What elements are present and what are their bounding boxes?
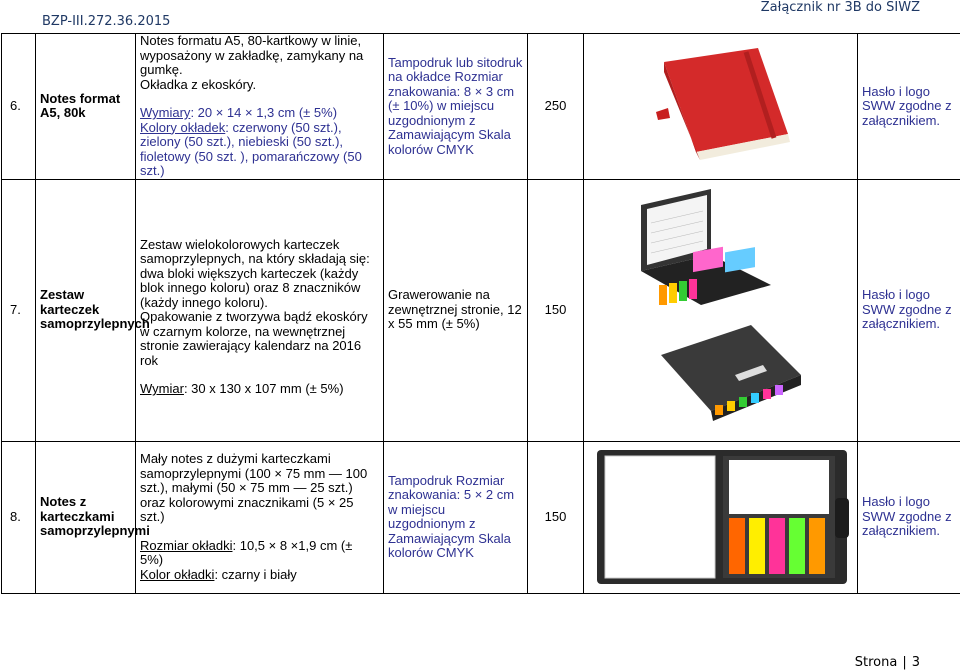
colors-value: : czerwony (50 szt.), zielony (50 szt.), niebieski (50 szt.), fioletowy (50 szt. ), pomarańczowy (50 szt.) [140,119,362,178]
description-dimensions [140,539,379,568]
table-row [2,441,960,593]
product-table [1,33,960,594]
page-label: Strona [854,655,898,670]
row-number: 8. [2,441,36,593]
description-main: Zestaw wielokolorowych karteczek samoprzylepnych, na który składają się: dwa bloki większych karteczek (każdy blok innego koloru) oraz 8 znaczników (każdy innego koloru). [140,236,370,310]
dimensions-label: Wymiary [140,105,191,120]
product-description [136,179,384,441]
marking-method: Grawerowanie na zewnętrznej stronie, 12 x 55 mm (± 5%) [384,179,528,441]
quantity: 150 [528,441,584,593]
dimensions-value: : 20 × 14 × 1,3 cm (± 5%) [190,105,338,120]
description-dimensions [140,106,379,121]
open-notebook-icon [591,446,851,588]
description-dimensions [140,382,379,397]
marking-method: Tampodruk lub sitodruk na okładce Rozmiar znakowania: 8 × 3 cm (± 10%) w miejscu uzgodnionym z Zamawiającym Skala kolorów CMYK [384,34,528,180]
color-label: Kolor okładki [140,566,215,582]
document-reference: BZP-III.272.36.2015 [42,14,171,29]
branding-note: Hasło i logo SWW zgodne z załącznikiem. [858,441,960,593]
row-number: 7. [2,179,36,441]
product-description [136,441,384,593]
dimensions-label: Rozmiar okładki [140,537,233,553]
row-number: 6. [2,34,36,180]
description-main: Mały notes z dużymi karteczkami samoprzylepnymi (100 × 75 mm — 100 szt.), małymi (50 × 75 mm — 25 szt.) oraz kolorowymi znacznikami (5 × 25 szt.) [140,451,368,524]
attachment-label: Załącznik nr 3B do SIWZ [760,0,920,15]
color-value: : czarny i biały [214,566,297,582]
description-color [140,568,379,583]
dimensions-value: : 10,5 × 8 ×1,9 cm (± 5%) [140,537,353,567]
branding-note: Hasło i logo SWW zgodne z załącznikiem. [858,34,960,180]
quantity: 150 [528,179,584,441]
branding-note: Hasło i logo SWW zgodne z załącznikiem. [858,179,960,441]
page-footer [855,655,920,670]
table-row [2,34,960,180]
product-name: Zestaw karteczek samoprzylepnych [36,179,136,441]
dimensions-value: : 30 x 130 x 107 mm (± 5%) [183,381,344,396]
description-colors [140,121,379,179]
product-image [584,34,858,180]
description-cover: Okładka z ekoskóry. [140,76,257,92]
product-name: Notes z karteczkami samoprzylepnymi [36,441,136,593]
product-image [584,179,858,441]
colors-label: Kolory okładek [140,119,226,135]
sticky-notes-set-icon [631,185,811,435]
dimensions-label: Wymiar [140,381,184,396]
marking-method: Tampodruk Rozmiar znakowania: 5 × 2 cm w miejscu uzgodnionym z Zamawiającym Skala kolorów CMYK [384,441,528,593]
page-number: 3 [911,655,920,670]
page-separator: | [902,655,907,670]
table-row [2,179,960,441]
product-image [584,441,858,593]
product-description [136,34,384,180]
description-intro: Notes formatu A5, 80-kartkowy w linie, wyposażony w zakładkę, zamykany na gumkę. [140,33,364,77]
description-packaging: Opakowanie z tworzywa bądź ekoskóry w czarnym kolorze, na wewnętrznej stronie zawierający kalendarz na 2016 rok [140,309,368,368]
red-notebook-icon [646,46,796,166]
quantity: 250 [528,34,584,180]
product-name: Notes format A5, 80k [36,34,136,180]
